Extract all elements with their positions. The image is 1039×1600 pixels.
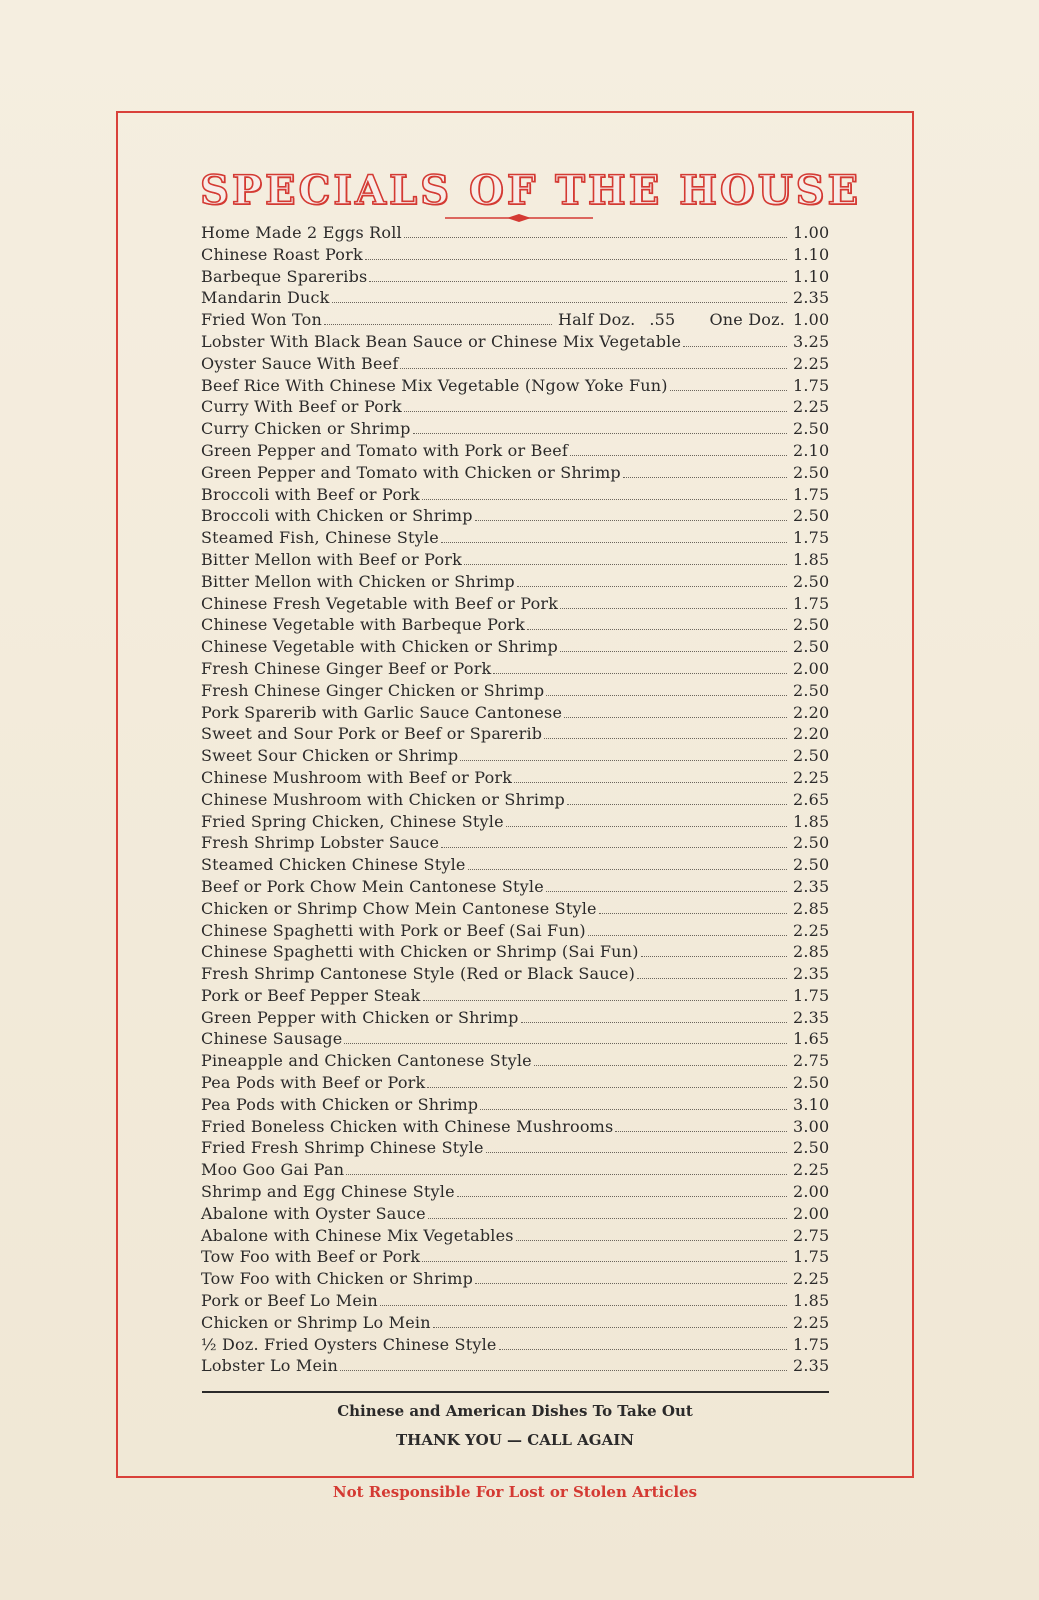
dot-leader [564,717,787,718]
dot-leader [570,455,787,456]
menu-item-list [201,223,829,1378]
menu-item [201,376,829,398]
menu-item-price: 3.10 [793,1094,830,1114]
dot-leader [324,324,552,325]
dot-leader [433,1327,787,1328]
dot-leader [641,956,787,957]
menu-item-name: Fried Won Ton [201,310,323,330]
menu-item-price: 2.85 [793,942,830,962]
dot-leader [468,869,787,870]
menu-item-name: Mandarin Duck [201,288,330,308]
menu-item [201,267,829,289]
dot-leader [546,891,787,892]
menu-item-name: Sweet Sour Chicken or Shrimp [201,746,459,766]
menu-item [201,724,829,746]
menu-item-name: ½ Doz. Fried Oysters Chinese Style [201,1334,497,1354]
menu-item-name: Chicken or Shrimp Lo Mein [201,1312,431,1332]
menu-item [201,506,829,528]
menu-item-price: 1.75 [793,528,830,548]
menu-item [201,463,829,485]
dot-leader [514,782,787,783]
dot-leader [486,1152,787,1153]
menu-item-price: 2.25 [793,767,830,787]
menu-item-name: Chinese Mushroom with Beef or Pork [201,767,513,787]
menu-item-name: Chinese Vegetable with Chicken or Shrimp [201,637,558,657]
dot-leader [427,1087,787,1088]
menu-item-price: 3.25 [793,331,830,351]
menu-item-name: Tow Foo with Beef or Pork [201,1247,421,1267]
menu-item [201,1073,829,1095]
dot-leader [413,433,787,434]
menu-item-price: 1.75 [793,985,830,1005]
menu-item-name: Steamed Chicken Chinese Style [201,855,466,875]
dot-leader [499,1349,787,1350]
menu-item-price: 2.50 [793,855,830,875]
menu-item-name: Fried Spring Chicken, Chinese Style [201,811,504,831]
menu-item-name: Pea Pods with Beef or Pork [201,1073,426,1093]
dot-leader [346,1174,787,1175]
menu-item [201,1138,829,1160]
menu-item-name: Barbeque Spareribs [201,266,368,286]
menu-item-name: Chinese Spaghetti with Chicken or Shrimp (Sai Fun) [201,942,639,962]
menu-item [201,703,829,725]
menu-item-price: 2.65 [793,789,830,809]
menu-item-price: 1.00 [793,310,830,330]
menu-item-name: Beef or Pork Chow Mein Cantonese Style [201,876,544,896]
menu-item-name: Curry With Beef or Pork [201,397,402,417]
menu-item-price: 2.50 [793,506,830,526]
dot-leader [464,564,787,565]
menu-item [201,1117,829,1139]
menu-item [201,1008,829,1030]
menu-item [201,1204,829,1226]
dot-leader [457,1196,787,1197]
menu-item-price: 1.00 [793,223,830,242]
menu-item-price: 2.50 [793,680,830,700]
menu-item-name: Shrimp and Egg Chinese Style [201,1182,455,1202]
menu-item-name: Chinese Roast Pork [201,244,363,264]
menu-item [201,1029,829,1051]
menu-item [201,594,829,616]
menu-item-name: Bitter Mellon with Beef or Pork [201,549,463,569]
menu-item [201,528,829,550]
menu-item [201,637,829,659]
take-out-note: Chinese and American Dishes To Take Out [337,1402,693,1420]
menu-item [201,1291,829,1313]
menu-item-name: Fresh Chinese Ginger Chicken or Shrimp [201,680,545,700]
menu-item-name: Pea Pods with Chicken or Shrimp [201,1094,479,1114]
dot-leader [404,411,787,412]
menu-item-name: Beef Rice With Chinese Mix Vegetable (Ngow Yoke Fun) [201,375,668,395]
menu-item-price: 2.25 [793,1160,830,1180]
menu-item [201,877,829,899]
menu-item-name: Pineapple and Chicken Cantonese Style [201,1051,532,1071]
menu-item-price: 1.85 [793,811,830,831]
menu-item-price: 2.35 [793,1007,830,1027]
menu-item-price: 2.50 [793,615,830,635]
dot-leader [460,760,787,761]
dot-leader [428,1218,787,1219]
half-dozen-label: Half Doz. [557,310,636,330]
dot-leader [475,520,787,521]
dot-leader [422,1261,787,1262]
menu-item [201,354,829,376]
menu-item-price: 2.20 [793,724,830,744]
dot-leader [365,259,787,260]
menu-item [201,1356,829,1378]
menu-item-name: Chinese Vegetable with Barbeque Pork [201,615,526,635]
dot-leader [400,368,787,369]
dot-leader [422,499,787,500]
menu-item [201,245,829,267]
dot-leader [441,847,787,848]
menu-item-name: Lobster With Black Bean Sauce or Chinese Mix Vegetable [201,331,682,351]
menu-item-name: Fresh Chinese Ginger Beef or Pork [201,658,492,678]
menu-item [201,615,829,637]
thank-you-note: THANK YOU — CALL AGAIN [396,1431,634,1449]
menu-item [201,1313,829,1335]
menu-item [201,310,829,332]
menu-item-price: 2.50 [793,833,830,853]
menu-item [201,942,829,964]
menu-item [201,441,829,463]
menu-item-name: Lobster Lo Mein [201,1356,338,1376]
menu-item [201,1226,829,1248]
menu-item-price: 2.25 [793,1269,830,1289]
dot-leader [480,1109,787,1110]
footer-divider [202,1391,829,1393]
menu-item-name: Fried Fresh Shrimp Chinese Style [201,1138,484,1158]
dot-leader [340,1370,787,1371]
menu-item-name: Green Pepper and Tomato with Pork or Beef [201,440,569,460]
menu-item-price: 1.75 [793,1334,830,1354]
dot-leader [521,1022,787,1023]
menu-item-name: Pork or Beef Lo Mein [201,1291,378,1311]
menu-item [201,964,829,986]
dot-leader [441,542,787,543]
menu-item-name: Chicken or Shrimp Chow Mein Cantonese Style [201,898,597,918]
one-dozen-label: One Doz. [709,310,785,330]
dot-leader [506,826,787,827]
menu-item-price: 1.85 [793,1291,830,1311]
menu-item-price: 1.75 [793,375,830,395]
menu-item-price: 1.75 [793,484,830,504]
menu-item-name: Fried Boneless Chicken with Chinese Mushrooms [201,1116,614,1136]
menu-item-price: 2.35 [793,876,830,896]
dot-leader [423,1000,787,1001]
menu-item-name: Home Made 2 Eggs Roll [201,223,402,242]
menu-title: SPECIALS OF THE HOUSE [200,167,862,214]
menu-item-price: 2.85 [793,898,830,918]
menu-item-name: Green Pepper with Chicken or Shrimp [201,1007,519,1027]
menu-item [201,746,829,768]
menu-item-price: 2.50 [793,571,830,591]
menu-item-price: 2.35 [793,288,830,308]
menu-item-price: 2.50 [793,462,830,482]
dot-leader [637,978,787,979]
menu-item-price: 2.00 [793,1203,830,1223]
menu-item-price: 2.00 [793,1182,830,1202]
menu-item [201,1182,829,1204]
menu-item [201,790,829,812]
menu-item-price: 1.75 [793,593,830,613]
menu-item-price: 2.75 [793,1051,830,1071]
menu-item-name: Pork or Beef Pepper Steak [201,985,421,1005]
menu-item-name: Chinese Mushroom with Chicken or Shrimp [201,789,566,809]
menu-item [201,397,829,419]
dot-leader [517,586,787,587]
menu-item [201,1269,829,1291]
menu-item [201,1335,829,1357]
menu-item-price: 1.10 [793,244,830,264]
dot-leader [683,346,787,347]
menu-item-name: Fresh Shrimp Lobster Sauce [201,833,440,853]
menu-item-name: Tow Foo with Chicken or Shrimp [201,1269,474,1289]
dot-leader [567,804,787,805]
menu-item-price: 1.75 [793,1247,830,1267]
dot-leader [588,935,787,936]
menu-item [201,833,829,855]
dot-leader [527,629,787,630]
dot-leader [475,1283,787,1284]
menu-item-price: 1.85 [793,549,830,569]
menu-item-name: Curry Chicken or Shrimp [201,419,411,439]
menu-item-name: Chinese Spaghetti with Pork or Beef (Sai Fun) [201,920,586,940]
menu-item-name: Abalone with Oyster Sauce [201,1203,426,1223]
menu-item [201,768,829,790]
dot-leader [493,673,787,674]
dot-leader [544,738,787,739]
menu-item [201,332,829,354]
menu-item-name: Steamed Fish, Chinese Style [201,528,439,548]
title-underline-ornament [445,213,593,223]
menu-item-price: 2.50 [793,746,830,766]
menu-item-name: Bitter Mellon with Chicken or Shrimp [201,571,515,591]
menu-item-price: 2.35 [793,1356,830,1376]
menu-item-price: 1.10 [793,266,830,286]
menu-item [201,1051,829,1073]
menu-item [201,572,829,594]
menu-item-name: Green Pepper and Tomato with Chicken or Shrimp [201,462,621,482]
liability-notice: Not Responsible For Lost or Stolen Articles [332,1483,698,1501]
dot-leader [516,1240,787,1241]
menu-item [201,1247,829,1269]
menu-item-price: 2.50 [793,419,830,439]
menu-item-price: 2.50 [793,1073,830,1093]
menu-item-price: 2.10 [793,440,830,460]
dot-leader [332,302,787,303]
dot-leader [615,1131,787,1132]
menu-item [201,223,829,245]
menu-item [201,681,829,703]
menu-item-price: 2.20 [793,702,830,722]
menu-item [201,659,829,681]
menu-item-price: 2.50 [793,1138,830,1158]
menu-item [201,986,829,1008]
dot-leader [404,237,787,238]
menu-item-price: 2.00 [793,658,830,678]
menu-item-name: Sweet and Sour Pork or Beef or Sparerib [201,724,543,744]
menu-item-price: 2.35 [793,964,830,984]
menu-item [201,419,829,441]
menu-item-name: Moo Goo Gai Pan [201,1160,345,1180]
menu-item [201,550,829,572]
dot-leader [344,1043,787,1044]
menu-item-price: 2.75 [793,1225,830,1245]
menu-item-name: Chinese Fresh Vegetable with Beef or Pork [201,593,559,613]
menu-item-price: 2.25 [793,1312,830,1332]
dot-leader [670,390,787,391]
menu-item [201,1095,829,1117]
menu-item [201,288,829,310]
dot-leader [560,651,787,652]
menu-item [201,812,829,834]
menu-item-name: Fresh Shrimp Cantonese Style (Red or Black Sauce) [201,964,636,984]
menu-item-name: Broccoli with Chicken or Shrimp [201,506,473,526]
menu-item [201,485,829,507]
menu-item-name: Abalone with Chinese Mix Vegetables [201,1225,514,1245]
menu-item-name: Chinese Sausage [201,1029,343,1049]
menu-item [201,1160,829,1182]
menu-item-price: 2.25 [793,397,830,417]
menu-item-price: 3.00 [793,1116,830,1136]
dot-leader [380,1305,787,1306]
dot-leader [534,1065,787,1066]
dot-leader [623,477,787,478]
dot-leader [369,281,787,282]
menu-item-price: 2.25 [793,920,830,940]
menu-item-name: Oyster Sauce With Beef [201,353,399,373]
dot-leader [599,913,787,914]
menu-item-price: 2.25 [793,353,830,373]
menu-item-name: Pork Sparerib with Garlic Sauce Cantonese [201,702,563,722]
menu-item [201,899,829,921]
dot-leader [546,695,787,696]
menu-item [201,921,829,943]
dot-leader [560,608,787,609]
menu-item-name: Broccoli with Beef or Pork [201,484,420,504]
menu-item-price: 2.50 [793,637,830,657]
half-dozen-price: .55 [649,310,676,330]
menu-item [201,855,829,877]
menu-item-price: 1.65 [793,1029,830,1049]
